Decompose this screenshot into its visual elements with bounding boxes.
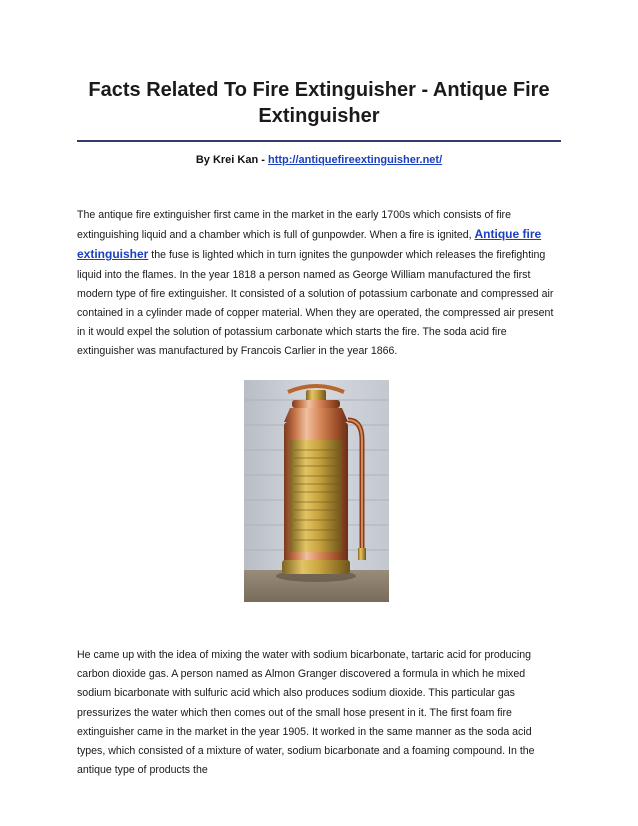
paragraph-1-text-start: The antique fire extinguisher first came in the market in the early 1700s which consists of fire extinguishing liquid and a chamber which is full of gunpowder. When a fire is ignited, bbox=[77, 209, 511, 242]
fire-extinguisher-photo bbox=[244, 380, 389, 602]
paragraph-1-text-end: the fuse is lighted which in turn ignites the gunpowder which releases the firefighting liquid into the flames. In the year 1818 a person named as George William manufactured the first modern type of fire extinguisher. It consisted of a solution of potassium carbonate and compressed air contained in a cylinder made of copper material. When they are operated, the compressed air present in it would expel the solution of potassium carbonate which starts the fire. The soda acid fire extinguisher was manufactured by Francois Carlier in the year 1866. bbox=[77, 249, 554, 358]
paragraph-1 bbox=[77, 206, 561, 362]
byline bbox=[0, 153, 638, 167]
title-divider bbox=[77, 140, 561, 142]
byline-author: By Krei Kan - bbox=[195, 154, 268, 166]
paragraph-2: He came up with the idea of mixing the water with sodium bicarbonate, tartaric acid for producing carbon dioxide gas. A person named as Almon Granger discovered a formula in which he mixed sodium bicarbonate with sulfuric acid which also produces sodium dioxide. This particular gas pressurizes the water which then comes out of the small hose present in it. The first foam fire extinguisher came in the market in the year 1905. It worked in the same manner as the soda acid types, which consisted of a mixture of water, sodium bicarbonate and a foaming compound. In the antique type of products the bbox=[77, 649, 535, 777]
byline-link[interactable]: http://antiquefireextinguisher.net/ bbox=[267, 154, 443, 166]
page-title: Facts Related To Fire Extinguisher - Antique Fire Extinguisher bbox=[88, 79, 550, 127]
antique-fire-extinguisher-link[interactable]: Antique fire extinguisher bbox=[77, 227, 542, 262]
